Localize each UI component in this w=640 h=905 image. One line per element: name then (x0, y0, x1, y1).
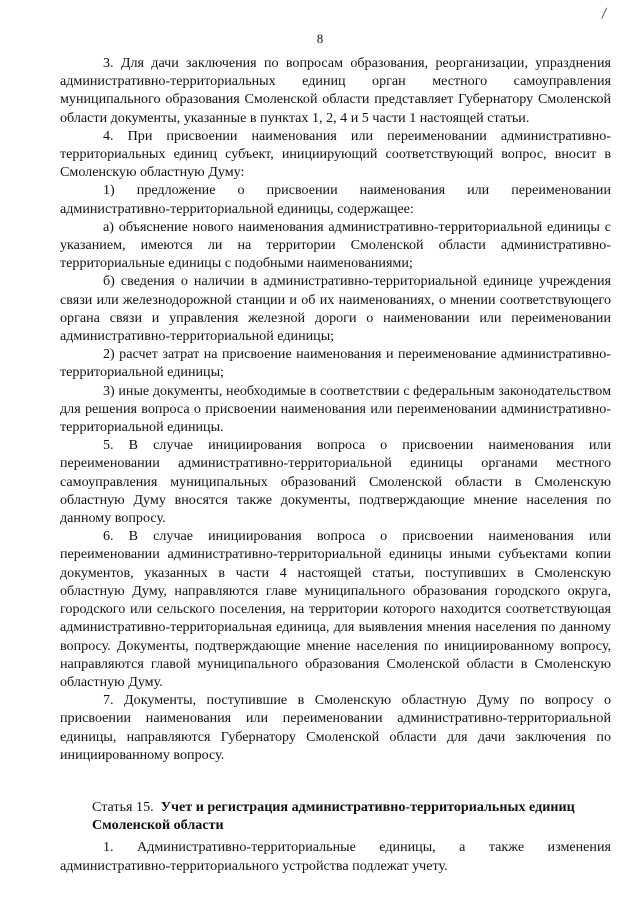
paragraph-6: 6. В случае инициирования вопроса о присвоении наименования или переименовании административно-территориальной единицы иными субъектами копии документов, указанных в части 4 настоящей статьи, поступивших в Смоленскую областную Думу, направляются главе муниципального образования городского округа, городского или сельского поселения, на территории которого находится соответствующая административно-территориальная единица, для выявления мнения населения по данному вопросу. Документы, подтверждающие мнение населения по инициированному вопросу, направляются главой муниципального образования Смоленской области в Смоленскую областную Думу. (60, 528, 611, 690)
paragraph-5: 5. В случае инициирования вопроса о присвоении наименования или переименовании административно-территориальной единицы органами местного самоуправления муниципальных образований Смоленской области в Смоленскую областную Думу вносятся также документы, подтверждающие мнение населения по данному вопросу. (60, 437, 611, 527)
paragraph-3: 3. Для дачи заключения по вопросам образования, реорганизации, упразднения административно-территориальных единиц орган местного самоуправления муниципального образования Смоленской области представляет Губернатору Смоленской области документы, указанные в пунктах 1, 2, 4 и 5 части 1 настоящей статьи. (60, 55, 611, 126)
paragraph-4: 4. При присвоении наименования или переименовании административно-территориальных единиц субъект, инициирующий соответствующий вопрос, вносит в Смоленскую областную Думу: (60, 127, 611, 181)
article-title: Учет и регистрация административно-территориальных единиц Смоленской области (92, 798, 575, 834)
article-paragraph-1: 1. Административно-территориальные единицы, а также изменения административно-территориального устройства подлежат учету. (60, 839, 611, 874)
margin-mark (596, 5, 607, 19)
subitem-2: 2) расчет затрат на присвоение наименования и переименование административно-территориальной единицы; (60, 346, 611, 381)
subitem-3: 3) иные документы, необходимые в соответствии с федеральным законодательством для решения вопроса о присвоении наименования или переименовании административно-территориальной единицы. (60, 382, 611, 436)
subitem-a: а) объяснение нового наименования административно-территориальной единицы с указанием, имеются ли на территории Смоленской области административно-территориальные единицы с подобными наименованиями; (60, 218, 611, 272)
article-heading (60, 798, 611, 834)
article-label: Статья 15. (92, 798, 154, 815)
paragraph-7: 7. Документы, поступившие в Смоленскую областную Думу по вопросу о присвоении наименования или переименовании административно-территориальной единицы, направляются Губернатору Смоленской области для дачи заключения по инициированному вопросу. (60, 692, 611, 763)
page-number: 8 (316, 31, 324, 46)
subitem-1: 1) предложение о присвоении наименования или переименовании административно-территориальной единицы, содержащее: (60, 182, 611, 217)
subitem-b: б) сведения о наличии в административно-территориальной единице учреждения связи или железнодорожной станции и об их наименованиях, о мнении соответствующего органа связи и управления железной дороги о наименовании или переименовании административно-территориальной единицы; (60, 273, 611, 345)
document-body (60, 54, 611, 875)
